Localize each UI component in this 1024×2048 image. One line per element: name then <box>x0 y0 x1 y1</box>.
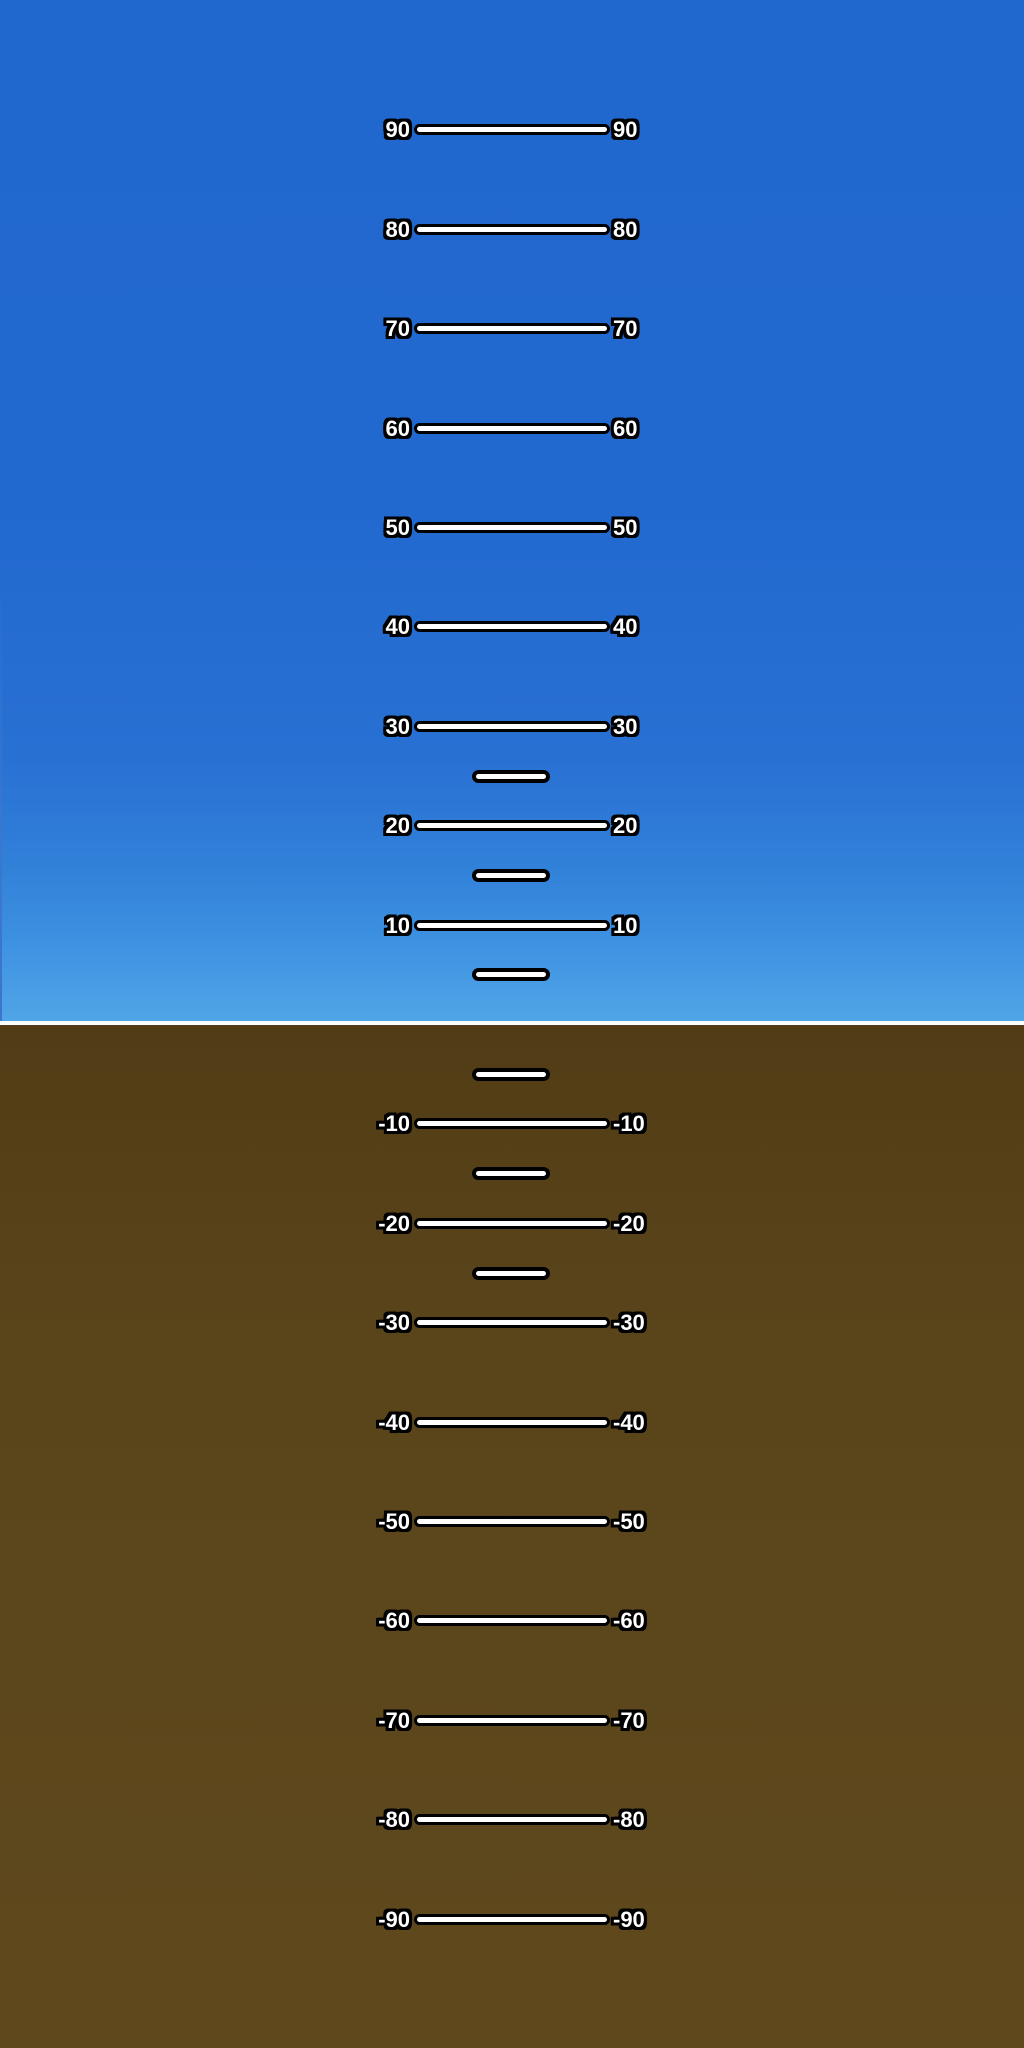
pitch-minor-line-15 <box>0 860 1024 892</box>
pitch-minor-line-25 <box>0 761 1024 793</box>
pitch-label-right-80: 80 <box>613 216 638 242</box>
pitch-label-left-60: 60 <box>385 415 410 441</box>
pitch-line--70 <box>0 1705 1024 1737</box>
pitch-line-bar-90 <box>414 124 610 135</box>
pitch-line-bar--60 <box>414 1615 610 1626</box>
pitch-line--50 <box>0 1506 1024 1538</box>
pitch-line-bar-70 <box>414 323 610 334</box>
pitch-line-bar-60 <box>414 423 610 434</box>
pitch-label-right-60: 60 <box>613 415 638 441</box>
pitch-label-left--20: -20 <box>378 1210 410 1236</box>
pitch-minor-bar--25 <box>472 1267 550 1280</box>
pitch-line-10 <box>0 910 1024 942</box>
pitch-line-bar--70 <box>414 1715 610 1726</box>
pitch-line-80 <box>0 214 1024 246</box>
pitch-label-right--80: -80 <box>613 1807 645 1833</box>
pitch-minor-line--5 <box>0 1059 1024 1091</box>
pitch-line-60 <box>0 413 1024 445</box>
pitch-line--80 <box>0 1804 1024 1836</box>
pitch-line--10 <box>0 1108 1024 1140</box>
pitch-line-20 <box>0 810 1024 842</box>
pitch-line-bar--80 <box>414 1814 610 1825</box>
pitch-minor-bar--15 <box>472 1167 550 1180</box>
pitch-line-30 <box>0 711 1024 743</box>
pitch-label-left--60: -60 <box>378 1608 410 1634</box>
pitch-label-right--60: -60 <box>613 1608 645 1634</box>
pitch-line--90 <box>0 1904 1024 1936</box>
pitch-label-left--10: -10 <box>378 1111 410 1137</box>
pitch-line-bar-80 <box>414 224 610 235</box>
pitch-line-bar--10 <box>414 1118 610 1129</box>
pitch-label-left-10: 10 <box>385 912 410 938</box>
pitch-label-right-20: 20 <box>613 813 638 839</box>
pitch-label-left--40: -40 <box>378 1409 410 1435</box>
pitch-minor-line-5 <box>0 959 1024 991</box>
pitch-label-left--70: -70 <box>378 1707 410 1733</box>
pitch-minor-bar-15 <box>472 869 550 882</box>
pitch-label-left--30: -30 <box>378 1310 410 1336</box>
pitch-label-right-50: 50 <box>613 515 638 540</box>
pitch-label-right--30: -30 <box>613 1310 645 1336</box>
pitch-line-bar--40 <box>414 1417 610 1428</box>
pitch-label-right--90: -90 <box>613 1906 645 1932</box>
pitch-line-90 <box>0 114 1024 146</box>
pitch-minor-bar--5 <box>472 1068 550 1081</box>
pitch-label-right-70: 70 <box>613 316 638 342</box>
pitch-line-bar--20 <box>414 1218 610 1229</box>
pitch-label-left-30: 30 <box>385 713 410 739</box>
pitch-line-bar-20 <box>414 820 610 831</box>
pitch-label-right-10: 10 <box>613 912 638 938</box>
pitch-label-left-70: 70 <box>385 316 410 342</box>
pitch-minor-line--15 <box>0 1158 1024 1190</box>
pitch-label-left-90: 90 <box>385 117 410 143</box>
pitch-line-bar--50 <box>414 1516 610 1527</box>
pitch-line-50 <box>0 512 1024 544</box>
pitch-line-bar-10 <box>414 920 610 931</box>
pitch-line-bar--90 <box>414 1914 610 1925</box>
pitch-label-left-40: 40 <box>385 614 410 640</box>
pitch-label-left--90: -90 <box>378 1906 410 1932</box>
pitch-line-bar-50 <box>414 522 610 533</box>
pitch-line-bar--30 <box>414 1317 610 1328</box>
pitch-label-left-20: 20 <box>385 813 410 839</box>
pitch-line--20 <box>0 1208 1024 1240</box>
pitch-minor-bar-25 <box>472 770 550 783</box>
pitch-line-40 <box>0 611 1024 643</box>
pitch-label-left--50: -50 <box>378 1509 410 1534</box>
pitch-label-right-40: 40 <box>613 614 638 640</box>
pitch-label-right--70: -70 <box>613 1707 645 1733</box>
pitch-line--40 <box>0 1407 1024 1439</box>
pitch-minor-bar-5 <box>472 968 550 981</box>
pitch-label-right--50: -50 <box>613 1509 645 1534</box>
pitch-line-bar-30 <box>414 721 610 732</box>
pitch-label-right-30: 30 <box>613 713 638 739</box>
pitch-label-right--20: -20 <box>613 1210 645 1236</box>
pitch-label-left--80: -80 <box>378 1807 410 1833</box>
pitch-label-left-50: 50 <box>385 515 410 540</box>
pitch-minor-line--25 <box>0 1258 1024 1290</box>
pitch-label-right--10: -10 <box>613 1111 645 1137</box>
pitch-line--60 <box>0 1605 1024 1637</box>
pitch-label-right--40: -40 <box>613 1409 645 1435</box>
pitch-line--30 <box>0 1307 1024 1339</box>
pitch-label-left-80: 80 <box>385 216 410 242</box>
pitch-label-right-90: 90 <box>613 117 638 143</box>
pitch-line-bar-40 <box>414 621 610 632</box>
pitch-line-70 <box>0 313 1024 345</box>
